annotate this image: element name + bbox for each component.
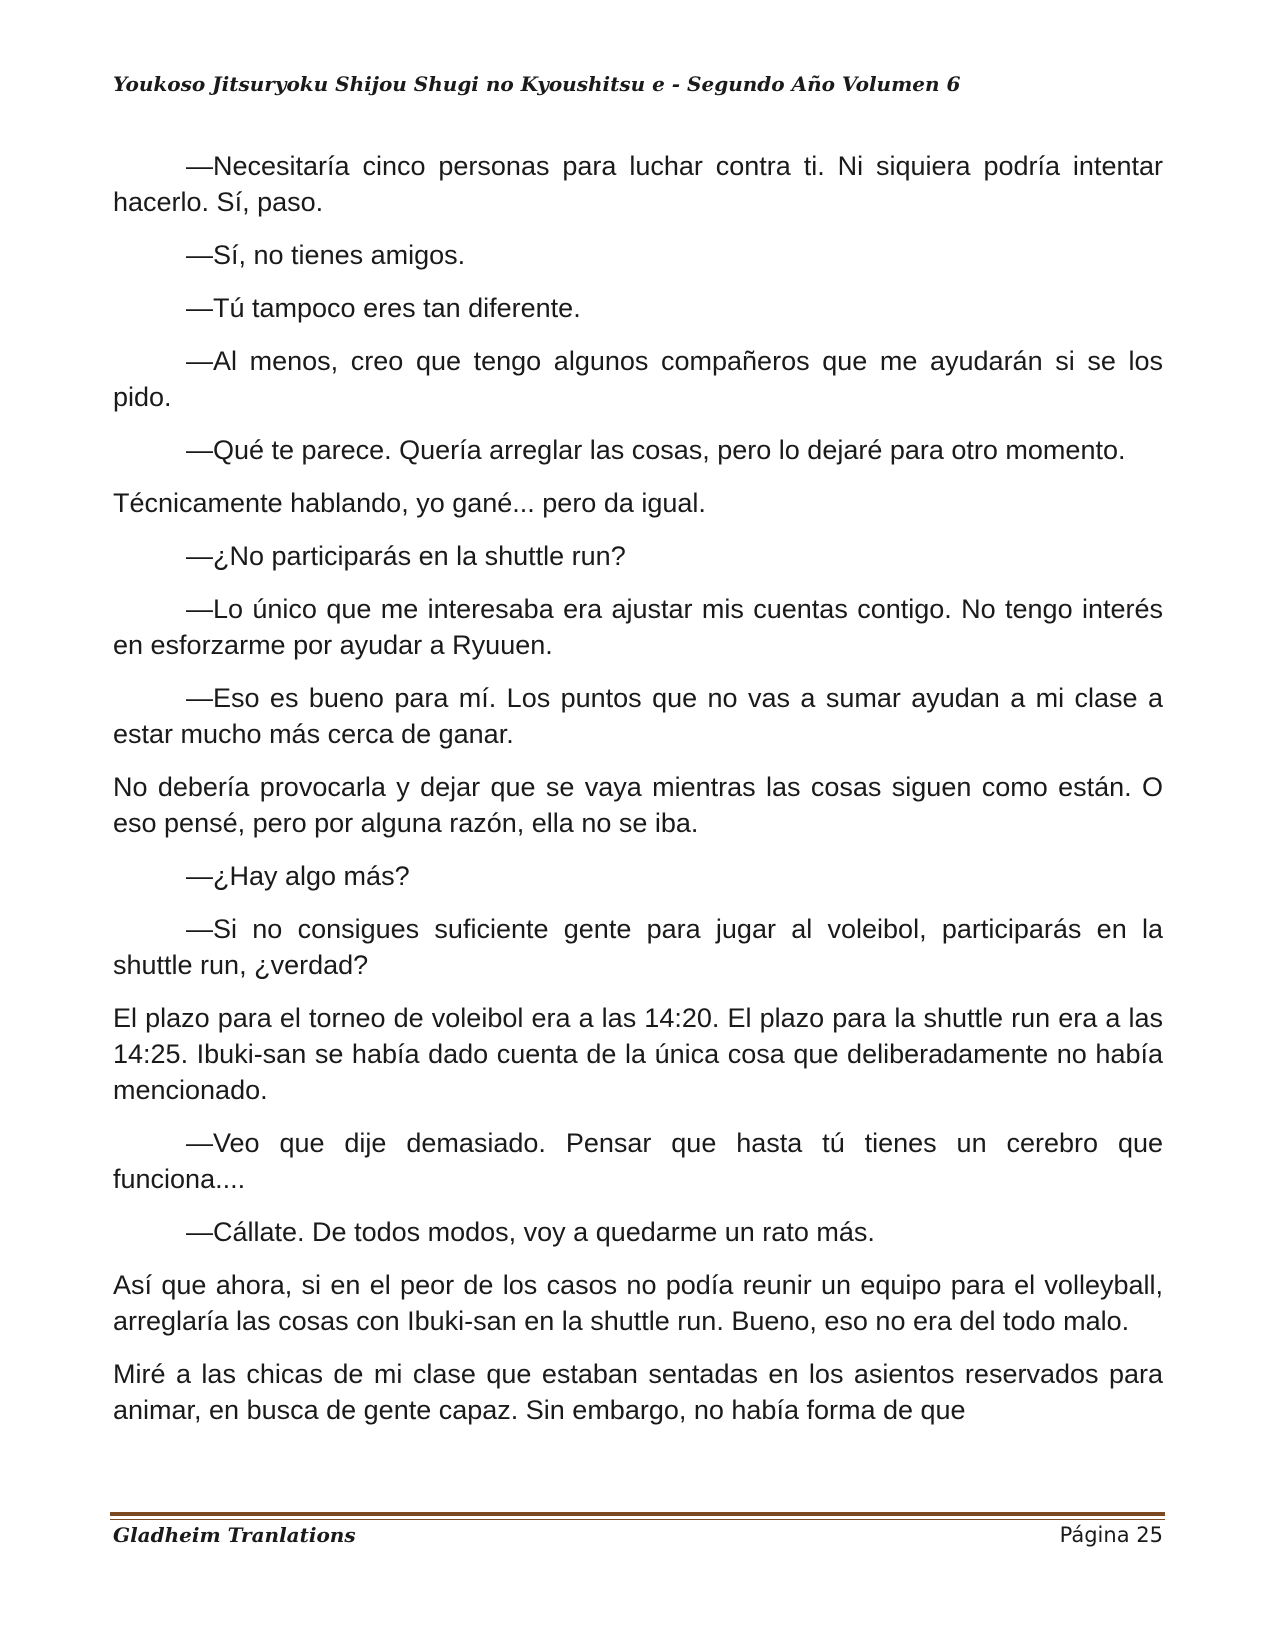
paragraph: Así que ahora, si en el peor de los casos no podía reunir un equipo para el volleyball, arreglaría las cosas con Ibuki-san en la shuttle run. Bueno, eso no era del todo malo. — [113, 1270, 1163, 1336]
paragraph: —Veo que dije demasiado. Pensar que hasta tú tienes un cerebro que funciona.... — [113, 1128, 1163, 1194]
paragraph: El plazo para el torneo de voleibol era a las 14:20. El plazo para la shuttle run era a las 14:25. Ibuki-san se había dado cuenta de la única cosa que deliberadamente no había mencionado. — [113, 1003, 1163, 1105]
page-number-value: 25 — [1136, 1523, 1163, 1547]
footer-divider-thin — [110, 1519, 1165, 1520]
running-header: Youkoso Jitsuryoku Shijou Shugi no Kyoushitsu e - Segundo Año Volumen 6 — [113, 72, 961, 96]
paragraph: —Necesitaría cinco personas para luchar contra ti. Ni siquiera podría intentar hacerlo. Sí, paso. — [113, 151, 1163, 217]
paragraph: —Eso es bueno para mí. Los puntos que no vas a sumar ayudan a mi clase a estar mucho más cerca de ganar. — [113, 683, 1163, 749]
paragraph: —Lo único que me interesaba era ajustar mis cuentas contigo. No tengo interés en esforzarme por ayudar a Ryuuen. — [113, 594, 1163, 660]
paragraph: —¿Hay algo más? — [186, 861, 410, 891]
paragraph: —Qué te parece. Quería arreglar las cosas, pero lo dejaré para otro momento. — [186, 435, 1126, 465]
paragraph: —Si no consigues suficiente gente para jugar al voleibol, participarás en la shuttle run, ¿verdad? — [113, 914, 1163, 980]
page-label: Página — [1059, 1523, 1130, 1547]
footer-credit: Gladheim Tranlations — [113, 1523, 356, 1547]
paragraph: —Tú tampoco eres tan diferente. — [186, 293, 581, 323]
paragraph: —Cállate. De todos modos, voy a quedarme un rato más. — [186, 1217, 875, 1247]
paragraph: No debería provocarla y dejar que se vaya mientras las cosas siguen como están. O eso pensé, pero por alguna razón, ella no se iba. — [113, 772, 1163, 838]
body-text — [113, 148, 1163, 1445]
footer-divider — [110, 1512, 1165, 1516]
paragraph: —¿No participarás en la shuttle run? — [186, 541, 626, 571]
paragraph: —Al menos, creo que tengo algunos compañeros que me ayudarán si se los pido. — [113, 346, 1163, 412]
paragraph: Técnicamente hablando, yo gané... pero da igual. — [113, 488, 706, 518]
page-number — [1060, 1523, 1163, 1547]
paragraph: —Sí, no tienes amigos. — [186, 240, 466, 270]
paragraph: Miré a las chicas de mi clase que estaban sentadas en los asientos reservados para animar, en busca de gente capaz. Sin embargo, no había forma de que — [113, 1359, 1163, 1425]
